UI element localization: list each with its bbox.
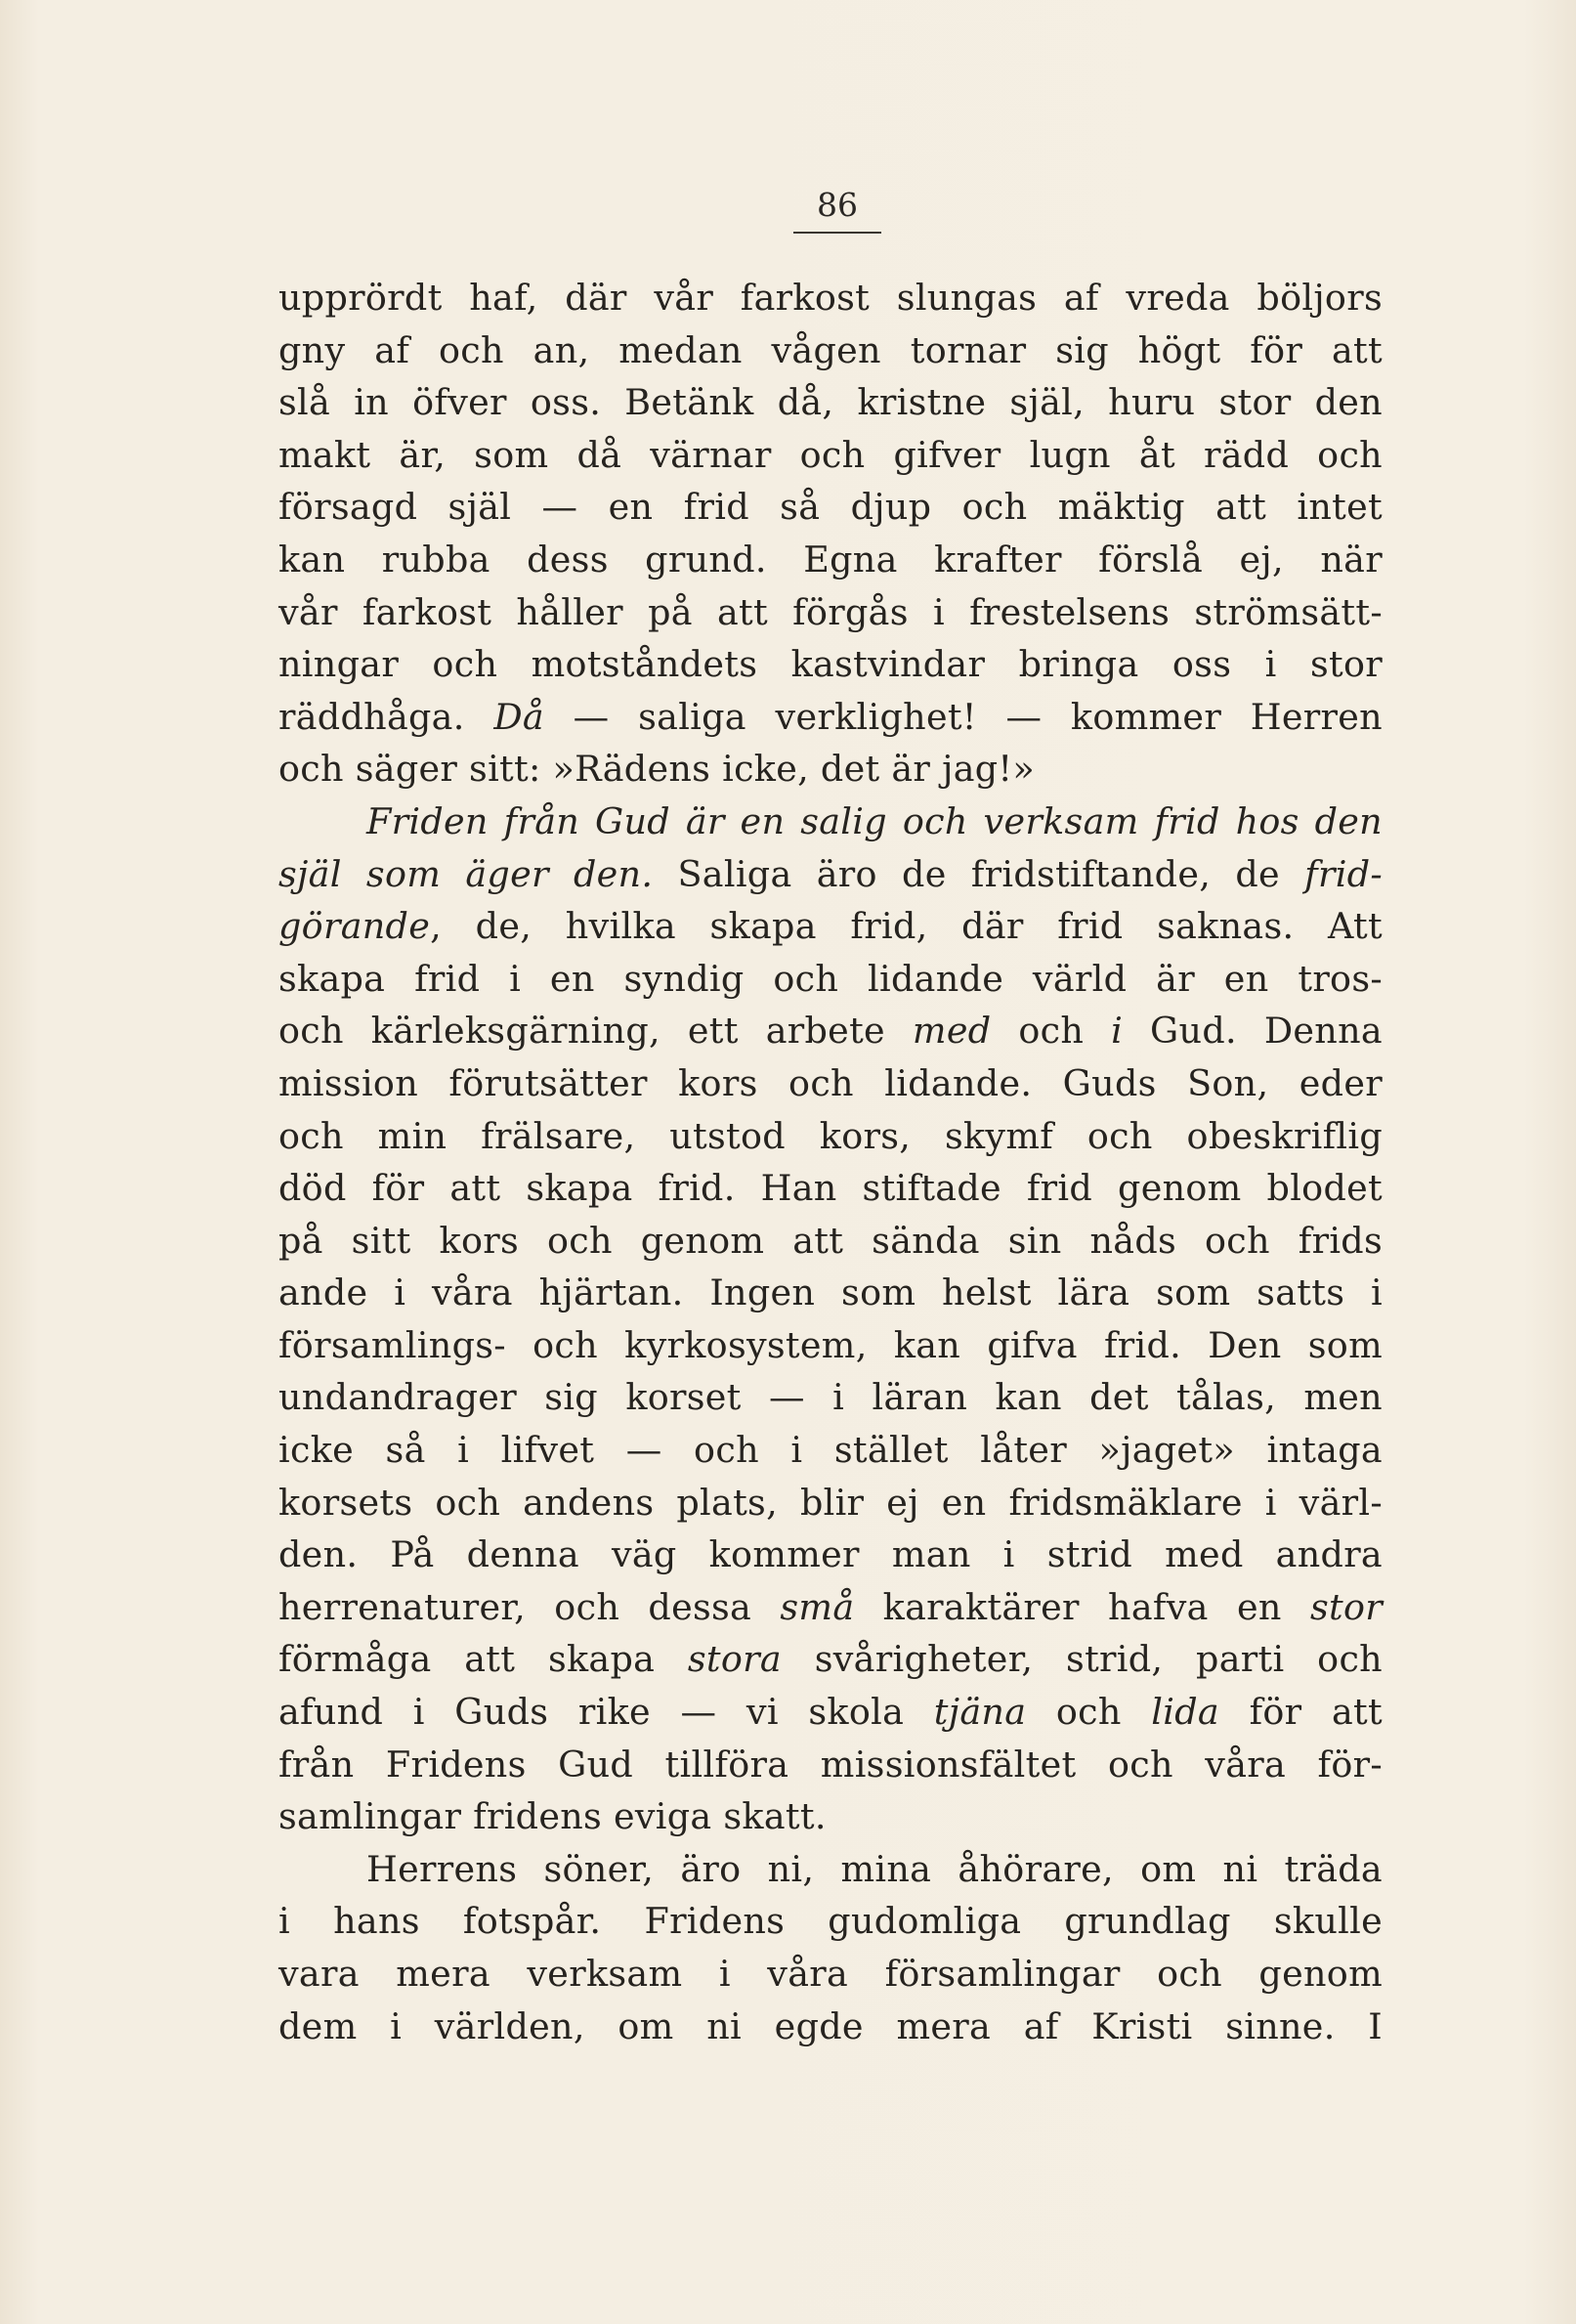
italic-text: stora [687, 1638, 782, 1681]
text-line [278, 534, 1383, 586]
text-segment: för att [1218, 1691, 1383, 1734]
text-segment: svårigheter, strid, parti och [782, 1638, 1383, 1681]
text-segment: Herrens söner, äro ni, mina åhörare, om ni träda [366, 1847, 1383, 1890]
text-line [278, 1477, 1383, 1529]
text-line [278, 324, 1383, 377]
text-segment: och säger sitt: »Rädens icke, det är jag!» [278, 748, 1036, 791]
text-segment: undandrager sig korset — i läran kan det tålas, men [278, 1376, 1383, 1419]
text-segment: skapa frid i en syndig och lidande värld är en tros- [278, 957, 1383, 1000]
italic-text: själ som äger den. [278, 852, 654, 895]
text-line [278, 953, 1383, 1006]
text-line [278, 1424, 1383, 1477]
italic-text: Friden från Gud är en salig och verksam frid hos den [366, 799, 1383, 842]
text-line [278, 1319, 1383, 1372]
text-segment: gny af och an, medan vågen tornar sig högt för att [278, 328, 1383, 371]
italic-text: Då [493, 695, 544, 738]
text-line [278, 481, 1383, 534]
text-segment: räddhåga. [278, 695, 494, 738]
text-segment: afund i Guds rike — vi skola [278, 1691, 934, 1734]
italic-text: lida [1151, 1691, 1219, 1734]
text-line [278, 1948, 1383, 2001]
text-line [278, 1057, 1383, 1110]
text-segment: vår farkost håller på att förgås i frestelsens strömsätt- [278, 590, 1383, 633]
italic-text: i [1111, 1010, 1124, 1053]
text-segment: från Fridens Gud tillföra missionsfältet och våra för- [278, 1743, 1383, 1786]
text-segment: icke så i lifvet — och i stället låter »jaget» intaga [278, 1429, 1383, 1472]
text-line [278, 1110, 1383, 1163]
text-segment: slå in öfver oss. Betänk då, kristne själ, huru stor den [278, 381, 1383, 424]
text-segment: i hans fotspår. Fridens gudomliga grundlag skulle [278, 1900, 1383, 1943]
italic-text: frid- [1304, 852, 1384, 895]
text-segment: kan rubba dess grund. Egna krafter förslå ej, när [278, 538, 1383, 581]
text-segment: försagd själ — en frid så djup och mäktig att intet [278, 486, 1383, 529]
text-segment: Gud. Denna [1123, 1010, 1383, 1053]
text-line [278, 1739, 1383, 1791]
text-segment: herrenaturer, och dessa [278, 1585, 781, 1628]
italic-text: med [912, 1010, 992, 1053]
text-segment: och [1026, 1691, 1152, 1734]
text-segment: dem i världen, om ni egde mera af Kristi sinne. I [278, 2004, 1383, 2047]
text-line [278, 272, 1383, 324]
text-segment: mission förutsätter kors och lidande. Guds Son, eder [278, 1061, 1383, 1104]
text-segment: förmåga att skapa [278, 1638, 688, 1681]
text-line [278, 1371, 1383, 1424]
text-segment: karaktärer hafva en [854, 1585, 1310, 1628]
italic-text: görande [278, 905, 431, 948]
text-line [278, 1528, 1383, 1581]
text-line [278, 1215, 1383, 1268]
text-segment: , de, hvilka skapa frid, där frid saknas. Att [430, 905, 1383, 948]
text-segment: och min frälsare, utstod kors, skymf och obeskriflig [278, 1114, 1383, 1157]
text-line [278, 2001, 1383, 2053]
text-line [278, 586, 1383, 639]
italic-text: tjäna [933, 1691, 1027, 1734]
text-segment: ande i våra hjärtan. Ingen som helst lära som satts i [278, 1271, 1383, 1314]
page-number: 86 [793, 186, 881, 234]
text-segment: — saliga verklighet! — kommer Herren [543, 695, 1383, 738]
text-segment: och kärleksgärning, ett arbete [278, 1010, 913, 1053]
text-line [278, 743, 1383, 796]
text-segment: makt är, som då värnar och gifver lugn åt rädd och [278, 433, 1383, 476]
text-line [278, 1633, 1383, 1686]
text-line [278, 1790, 1383, 1843]
text-line [278, 1895, 1383, 1948]
text-segment: Saliga äro de fridstiftande, de [653, 852, 1305, 895]
text-line [278, 638, 1383, 691]
text-line [278, 1686, 1383, 1739]
text-line [278, 1843, 1383, 1896]
text-segment: vara mera verksam i våra församlingar och genom [278, 1953, 1383, 1995]
italic-text: stor [1309, 1585, 1384, 1628]
text-line [278, 1162, 1383, 1215]
text-line [278, 376, 1383, 429]
text-segment: ningar och motståndets kastvindar bringa oss i stor [278, 643, 1383, 686]
text-segment: upprördt haf, där vår farkost slungas af vreda böljors [278, 277, 1383, 319]
text-line [278, 429, 1383, 482]
italic-text: små [780, 1585, 855, 1628]
text-line [278, 796, 1383, 848]
body-text [278, 272, 1383, 2052]
text-line [278, 900, 1383, 953]
text-line [278, 1267, 1383, 1319]
text-segment: den. På denna väg kommer man i strid med andra [278, 1533, 1383, 1576]
text-segment: korsets och andens plats, blir ej en fridsmäklare i värl- [278, 1481, 1383, 1524]
text-line [278, 1005, 1383, 1057]
text-segment: och [991, 1010, 1112, 1053]
text-segment: död för att skapa frid. Han stiftade frid genom blodet [278, 1167, 1383, 1210]
text-segment: samlingar fridens eviga skatt. [278, 1795, 827, 1838]
text-segment: församlings- och kyrkosystem, kan gifva frid. Den som [278, 1323, 1383, 1366]
text-line [278, 1581, 1383, 1634]
text-segment: på sitt kors och genom att sända sin nåds och frids [278, 1219, 1383, 1262]
text-line [278, 691, 1383, 744]
text-line [278, 848, 1383, 901]
